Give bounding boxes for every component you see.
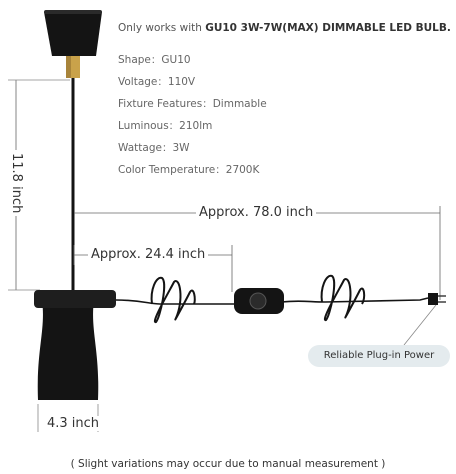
spec-color-temperature: Color Temperature：2700K <box>118 164 260 176</box>
compatibility-note <box>118 22 451 34</box>
lamp-shade <box>38 300 99 400</box>
compatible-bulb: GU10 3W-7W(MAX) DIMMABLE LED BULB. <box>205 22 451 34</box>
canopy-cap <box>44 10 102 14</box>
spec-luminous: Luminous：210lm <box>118 120 213 132</box>
shade-collar <box>34 290 116 308</box>
spec-shape: Shape：GU10 <box>118 54 191 66</box>
plug-pointer-line <box>404 305 436 345</box>
measurement-disclaimer: ( Slight variations may occur due to manual measurement ) <box>70 458 386 470</box>
plug-head <box>428 293 438 305</box>
plug-in-power-badge: Reliable Plug-in Power <box>308 345 450 367</box>
spec-wattage: Wattage：3W <box>118 142 190 154</box>
brass-connector-shade <box>66 56 71 78</box>
cord-length-label: Approx. 78.0 inch <box>196 205 316 220</box>
spec-voltage: Voltage：110V <box>118 76 196 88</box>
height-label: 11.8 inch <box>9 150 24 216</box>
spec-fixture-features: Fixture Features：Dimmable <box>118 98 267 110</box>
cord-coil-right <box>322 276 365 320</box>
compatibility-prefix: Only works with <box>118 22 206 34</box>
dimmer-distance-label: Approx. 24.4 inch <box>88 247 208 262</box>
shade-width-label: 4.3 inch <box>44 416 102 431</box>
ceiling-canopy <box>44 12 102 56</box>
dimmer-knob <box>250 293 266 309</box>
cord-coil-left <box>152 278 195 322</box>
